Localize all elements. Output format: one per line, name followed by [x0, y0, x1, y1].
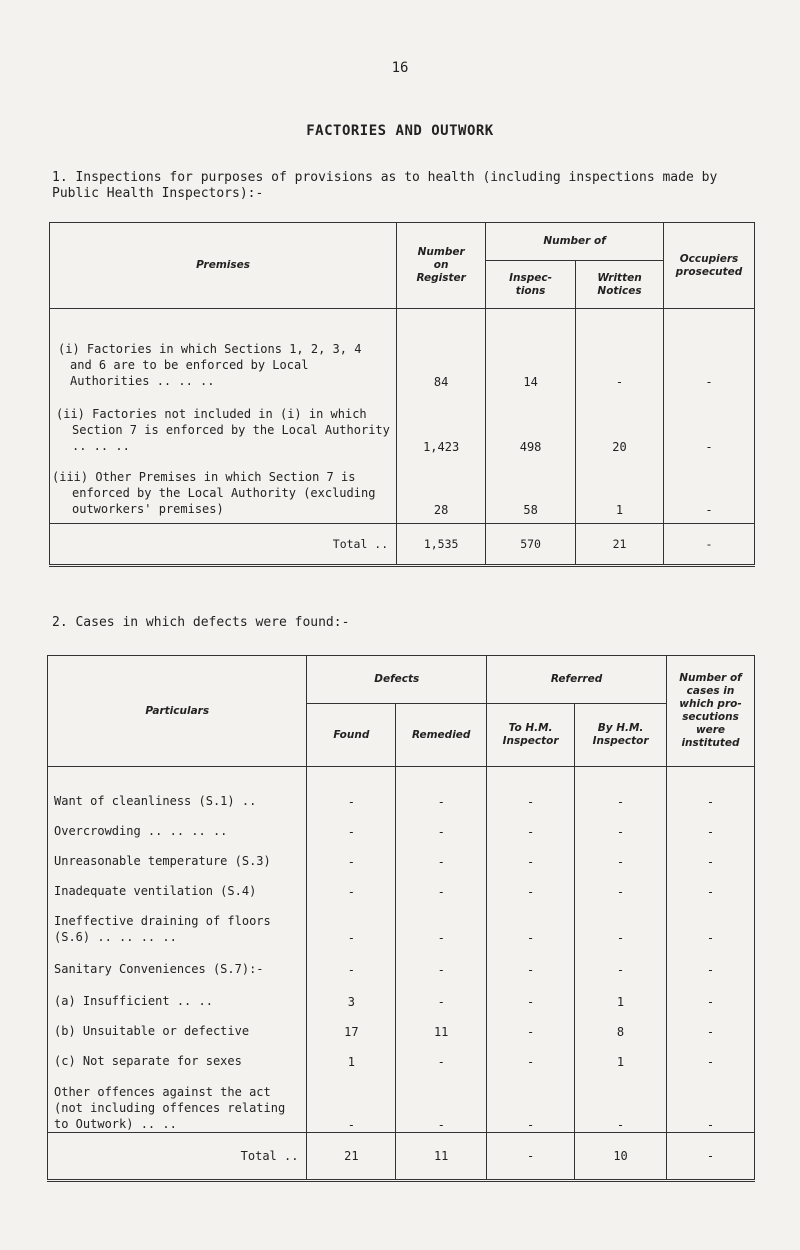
notices-cell: 20	[576, 395, 664, 460]
table-row	[48, 945, 755, 977]
page-title: FACTORIES AND OUTWORK	[306, 123, 494, 139]
notices-cell: -	[576, 309, 664, 395]
total-register: 1,535	[397, 524, 486, 566]
remedied-cell: -	[396, 767, 487, 809]
header-written-notices: Written Notices	[576, 261, 664, 309]
total-found: 21	[307, 1133, 396, 1181]
found-cell: -	[307, 869, 396, 899]
found-cell: -	[307, 839, 396, 869]
header-to-hm-inspector: To H.M. Inspector	[487, 704, 575, 767]
to-hm-cell: -	[487, 945, 575, 977]
prosecuted-cell: -	[663, 309, 754, 395]
prosecuted-cell: -	[663, 395, 754, 460]
inspections-cell: 498	[486, 395, 576, 460]
particulars-cell: (b) Unsuitable or defective	[48, 1009, 307, 1039]
notices-cell: 1	[576, 460, 664, 524]
table-row	[50, 309, 755, 395]
total-label: Total ..	[48, 1133, 307, 1181]
prosecutions-cell: -	[667, 899, 755, 945]
premises-cell: (iii) Other Premises in which Section 7 is enforced by the Local Authority (excluding outworkers' premises)	[50, 460, 397, 524]
total-prosecuted: -	[663, 524, 754, 566]
by-hm-cell: -	[575, 767, 667, 809]
total-row	[50, 524, 755, 566]
to-hm-cell: -	[487, 1009, 575, 1039]
found-cell: -	[307, 767, 396, 809]
table-row	[48, 1009, 755, 1039]
table-row	[48, 767, 755, 809]
total-to-hm: -	[487, 1133, 575, 1181]
table-row	[48, 1069, 755, 1133]
to-hm-cell: -	[487, 899, 575, 945]
prosecutions-cell: -	[667, 945, 755, 977]
header-occupiers-prosecuted: Occupiers prosecuted	[663, 223, 754, 309]
premises-cell: (ii) Factories not included in (i) in which Section 7 is enforced by the Local Authority .. .. ..	[50, 395, 397, 460]
by-hm-cell: -	[575, 869, 667, 899]
inspections-cell: 14	[486, 309, 576, 395]
header-defects: Defects	[307, 656, 487, 704]
defects-table	[47, 655, 755, 1182]
total-by-hm: 10	[575, 1133, 667, 1181]
particulars-cell: Other offences against the act (not including offences relating to Outwork) .. ..	[48, 1069, 307, 1133]
remedied-cell: -	[396, 899, 487, 945]
total-notices: 21	[576, 524, 664, 566]
prosecutions-cell: -	[667, 809, 755, 839]
remedied-cell: -	[396, 945, 487, 977]
to-hm-cell: -	[487, 1069, 575, 1133]
particulars-cell: (c) Not separate for sexes	[48, 1039, 307, 1069]
table-row	[48, 869, 755, 899]
particulars-cell: Unreasonable temperature (S.3)	[48, 839, 307, 869]
prosecuted-cell: -	[663, 460, 754, 524]
remedied-cell: -	[396, 809, 487, 839]
found-cell: 17	[307, 1009, 396, 1039]
to-hm-cell: -	[487, 977, 575, 1009]
prosecutions-cell: -	[667, 869, 755, 899]
inspections-table	[49, 222, 755, 567]
page-number: 16	[391, 60, 409, 76]
particulars-cell: Want of cleanliness (S.1) ..	[48, 767, 307, 809]
by-hm-cell: -	[575, 809, 667, 839]
table-row	[48, 809, 755, 839]
found-cell: -	[307, 1069, 396, 1133]
remedied-cell: -	[396, 869, 487, 899]
premises-cell: (i) Factories in which Sections 1, 2, 3, 4 and 6 are to be enforced by Local Authorities .. .. ..	[50, 309, 397, 395]
header-found: Found	[307, 704, 396, 767]
table-row	[48, 977, 755, 1009]
by-hm-cell: 8	[575, 1009, 667, 1039]
total-remedied: 11	[396, 1133, 487, 1181]
total-prosecutions: -	[667, 1133, 755, 1181]
by-hm-cell: -	[575, 945, 667, 977]
header-remedied: Remedied	[396, 704, 487, 767]
section-1-intro: 1. Inspections for purposes of provisions as to health (including inspections made by Public Health Inspectors):-	[52, 170, 718, 201]
remedied-cell: -	[396, 977, 487, 1009]
by-hm-cell: 1	[575, 977, 667, 1009]
found-cell: 3	[307, 977, 396, 1009]
register-cell: 84	[397, 309, 486, 395]
register-cell: 28	[397, 460, 486, 524]
table-row	[50, 460, 755, 524]
to-hm-cell: -	[487, 809, 575, 839]
particulars-cell: Overcrowding .. .. .. ..	[48, 809, 307, 839]
header-number-on-register: Number on Register	[397, 223, 486, 309]
by-hm-cell: -	[575, 1069, 667, 1133]
header-number-of: Number of	[486, 223, 664, 261]
particulars-cell: Ineffective draining of floors (S.6) .. .. .. ..	[48, 899, 307, 945]
remedied-cell: 11	[396, 1009, 487, 1039]
prosecutions-cell: -	[667, 839, 755, 869]
prosecutions-cell: -	[667, 977, 755, 1009]
to-hm-cell: -	[487, 839, 575, 869]
prosecutions-cell: -	[667, 1039, 755, 1069]
header-prosecutions: Number of cases in which pro- secutions were instituted	[667, 656, 755, 767]
table-row	[48, 839, 755, 869]
to-hm-cell: -	[487, 869, 575, 899]
remedied-cell: -	[396, 1039, 487, 1069]
table-row	[50, 395, 755, 460]
prosecutions-cell: -	[667, 1009, 755, 1039]
register-cell: 1,423	[397, 395, 486, 460]
found-cell: 1	[307, 1039, 396, 1069]
by-hm-cell: -	[575, 899, 667, 945]
particulars-cell: (a) Insufficient .. ..	[48, 977, 307, 1009]
total-label: Total ..	[50, 524, 397, 566]
remedied-cell: -	[396, 839, 487, 869]
header-premises: Premises	[50, 223, 397, 309]
by-hm-cell: -	[575, 839, 667, 869]
header-referred: Referred	[487, 656, 667, 704]
header-inspections: Inspec- tions	[486, 261, 576, 309]
found-cell: -	[307, 945, 396, 977]
to-hm-cell: -	[487, 767, 575, 809]
found-cell: -	[307, 809, 396, 839]
table-row	[48, 899, 755, 945]
prosecutions-cell: -	[667, 767, 755, 809]
remedied-cell: -	[396, 1069, 487, 1133]
section-2-intro: 2. Cases in which defects were found:-	[52, 615, 350, 630]
particulars-cell: Inadequate ventilation (S.4)	[48, 869, 307, 899]
header-by-hm-inspector: By H.M. Inspector	[575, 704, 667, 767]
by-hm-cell: 1	[575, 1039, 667, 1069]
prosecutions-cell: -	[667, 1069, 755, 1133]
header-particulars: Particulars	[48, 656, 307, 767]
particulars-cell: Sanitary Conveniences (S.7):-	[48, 945, 307, 977]
found-cell: -	[307, 899, 396, 945]
to-hm-cell: -	[487, 1039, 575, 1069]
total-row	[48, 1133, 755, 1181]
table-row	[48, 1039, 755, 1069]
total-inspections: 570	[486, 524, 576, 566]
inspections-cell: 58	[486, 460, 576, 524]
